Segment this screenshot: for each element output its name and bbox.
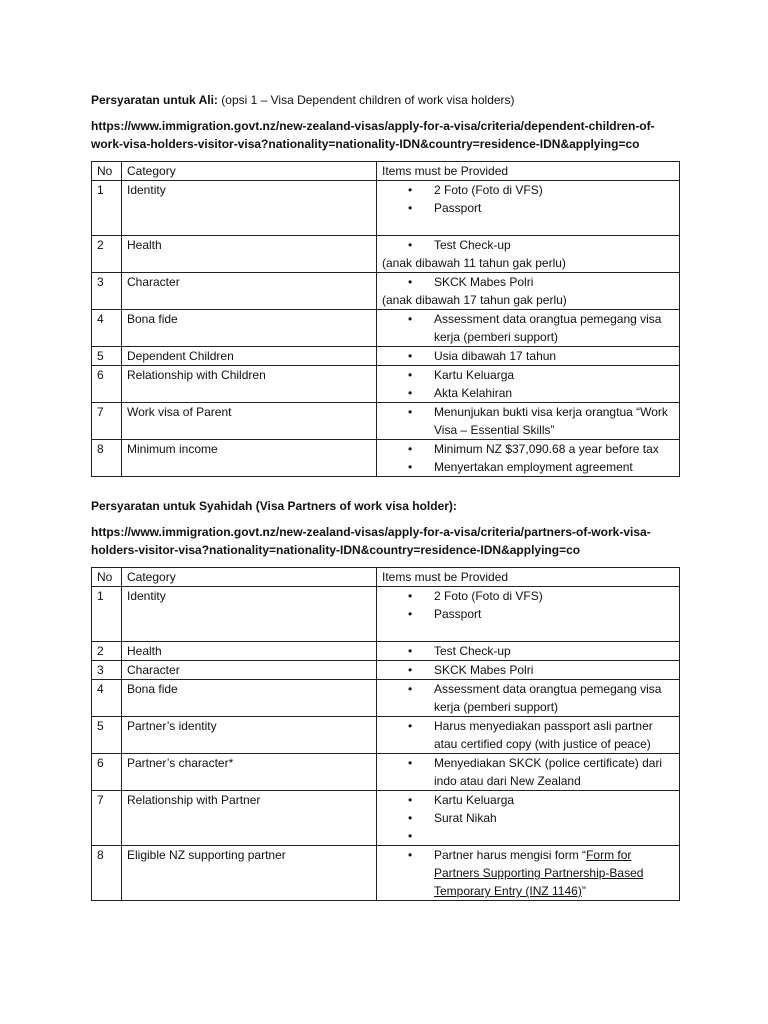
items-list	[382, 661, 674, 679]
list-item: • Test Check-up	[434, 642, 674, 660]
row-items	[377, 680, 680, 717]
items-list	[382, 717, 674, 753]
list-item: • Menyertakan employment agreement	[434, 458, 674, 476]
items-list	[382, 366, 674, 402]
row-items	[377, 181, 680, 236]
row-note: (anak dibawah 17 tahun gak perlu)	[382, 293, 567, 307]
row-number: 8	[92, 846, 122, 901]
list-item: • Passport	[434, 605, 674, 623]
row-category: Work visa of Parent	[122, 403, 377, 440]
row-number: 5	[92, 717, 122, 754]
row-items	[377, 661, 680, 680]
items-list	[382, 754, 674, 790]
row-items	[377, 273, 680, 310]
table-header-row	[92, 162, 680, 181]
row-number: 3	[92, 273, 122, 310]
row-number: 5	[92, 347, 122, 366]
items-list	[382, 791, 674, 845]
row-number: 7	[92, 791, 122, 846]
row-category: Minimum income	[122, 440, 377, 477]
table-row	[92, 347, 680, 366]
form-link[interactable]: Form for Partners Supporting Partnership-Based Temporary Entry (INZ 1146)	[434, 848, 644, 898]
header-no: No	[92, 568, 122, 587]
row-category: Identity	[122, 587, 377, 642]
items-list	[382, 273, 674, 291]
list-item: • Usia dibawah 17 tahun	[434, 347, 674, 365]
row-items	[377, 791, 680, 846]
row-note: (anak dibawah 11 tahun gak perlu)	[382, 256, 566, 270]
row-items	[377, 717, 680, 754]
row-number: 2	[92, 236, 122, 273]
list-item: • 2 Foto (Foto di VFS)	[434, 587, 674, 605]
row-category: Bona fide	[122, 680, 377, 717]
header-items: Items must be Provided	[377, 162, 680, 181]
row-items	[377, 310, 680, 347]
row-category: Health	[122, 642, 377, 661]
row-number: 3	[92, 661, 122, 680]
list-item: • Harus menyediakan passport asli partner atau certified copy (with justice of peace)	[434, 717, 674, 753]
row-items	[377, 347, 680, 366]
table-row	[92, 273, 680, 310]
header-category: Category	[122, 162, 377, 181]
table-row	[92, 181, 680, 236]
items-list	[382, 403, 674, 439]
row-number: 4	[92, 680, 122, 717]
table-row	[92, 366, 680, 403]
table-row	[92, 642, 680, 661]
row-items	[377, 587, 680, 642]
row-items	[377, 846, 680, 901]
row-category: Dependent Children	[122, 347, 377, 366]
row-category: Relationship with Partner	[122, 791, 377, 846]
items-list	[382, 347, 674, 365]
items-list	[382, 846, 674, 900]
table-row	[92, 661, 680, 680]
table-row	[92, 680, 680, 717]
table-row	[92, 717, 680, 754]
row-category: Relationship with Children	[122, 366, 377, 403]
list-item: • Minimum NZ $37,090.68 a year before tax	[434, 440, 674, 458]
row-category: Character	[122, 661, 377, 680]
items-list	[382, 587, 674, 623]
header-category: Category	[122, 568, 377, 587]
row-number: 2	[92, 642, 122, 661]
section1-url[interactable]: https://www.immigration.govt.nz/new-zealand-visas/apply-for-a-visa/criteria/dependent-children-of-work-visa-holders-visitor-visa?nationality=nationality-IDN&country=residence-IDN&applying=co	[91, 119, 655, 151]
row-items	[377, 642, 680, 661]
row-category: Partner’s character*	[122, 754, 377, 791]
list-item: • SKCK Mabes Polri	[434, 661, 674, 679]
list-item	[434, 827, 674, 845]
table-row	[92, 440, 680, 477]
items-list	[382, 440, 674, 476]
row-category: Character	[122, 273, 377, 310]
row-number: 6	[92, 754, 122, 791]
row-number: 1	[92, 587, 122, 642]
list-item: • SKCK Mabes Polri	[434, 273, 674, 291]
items-list	[382, 236, 674, 254]
row-items	[377, 754, 680, 791]
list-item: • Kartu Keluarga	[434, 791, 674, 809]
section2-url[interactable]: https://www.immigration.govt.nz/new-zealand-visas/apply-for-a-visa/criteria/partners-of-work-visa-holders-visitor-visa?nationality=nationality-IDN&country=residence-IDN&applying=co	[91, 525, 651, 557]
row-number: 7	[92, 403, 122, 440]
list-item: • Test Check-up	[434, 236, 674, 254]
row-number: 1	[92, 181, 122, 236]
section1-table	[91, 161, 680, 477]
table-row	[92, 403, 680, 440]
table-row	[92, 236, 680, 273]
table-row	[92, 587, 680, 642]
table-row	[92, 791, 680, 846]
section1-heading: Persyaratan untuk Ali: (opsi 1 – Visa Dependent children of work visa holders)	[91, 93, 515, 107]
row-category: Eligible NZ supporting partner	[122, 846, 377, 901]
table-header-row	[92, 568, 680, 587]
section1-table-body	[92, 181, 680, 477]
row-category: Bona fide	[122, 310, 377, 347]
table-row	[92, 310, 680, 347]
items-list	[382, 310, 674, 346]
items-list	[382, 181, 674, 217]
list-item: • Menyediakan SKCK (police certificate) dari indo atau dari New Zealand	[434, 754, 674, 790]
list-item: • Passport	[434, 199, 674, 217]
header-items: Items must be Provided	[377, 568, 680, 587]
list-item: • Partner harus mengisi form “Form for Partners Supporting Partnership-Based Temporary Entry (INZ 1146)”	[434, 846, 674, 900]
list-item: • Surat Nikah	[434, 809, 674, 827]
list-item: • Assessment data orangtua pemegang visa kerja (pemberi support)	[434, 310, 674, 346]
items-list	[382, 642, 674, 660]
table-row	[92, 754, 680, 791]
list-item: • Kartu Keluarga	[434, 366, 674, 384]
items-list	[382, 680, 674, 716]
row-number: 4	[92, 310, 122, 347]
section2-table-body	[92, 587, 680, 846]
row-items	[377, 366, 680, 403]
document-page	[91, 91, 681, 901]
row-number: 8	[92, 440, 122, 477]
row-category: Identity	[122, 181, 377, 236]
row-items	[377, 440, 680, 477]
table-row	[92, 846, 680, 901]
row-items	[377, 403, 680, 440]
list-item: • Assessment data orangtua pemegang visa kerja (pemberi support)	[434, 680, 674, 716]
row-category: Partner’s identity	[122, 717, 377, 754]
row-category: Health	[122, 236, 377, 273]
section2-heading: Persyaratan untuk Syahidah (Visa Partners of work visa holder):	[91, 499, 457, 513]
row-number: 6	[92, 366, 122, 403]
row-items	[377, 236, 680, 273]
list-item: • Menunjukan bukti visa kerja orangtua “Work Visa – Essential Skills”	[434, 403, 674, 439]
header-no: No	[92, 162, 122, 181]
section2-table	[91, 567, 680, 901]
list-item: • Akta Kelahiran	[434, 384, 674, 402]
list-item: • 2 Foto (Foto di VFS)	[434, 181, 674, 199]
